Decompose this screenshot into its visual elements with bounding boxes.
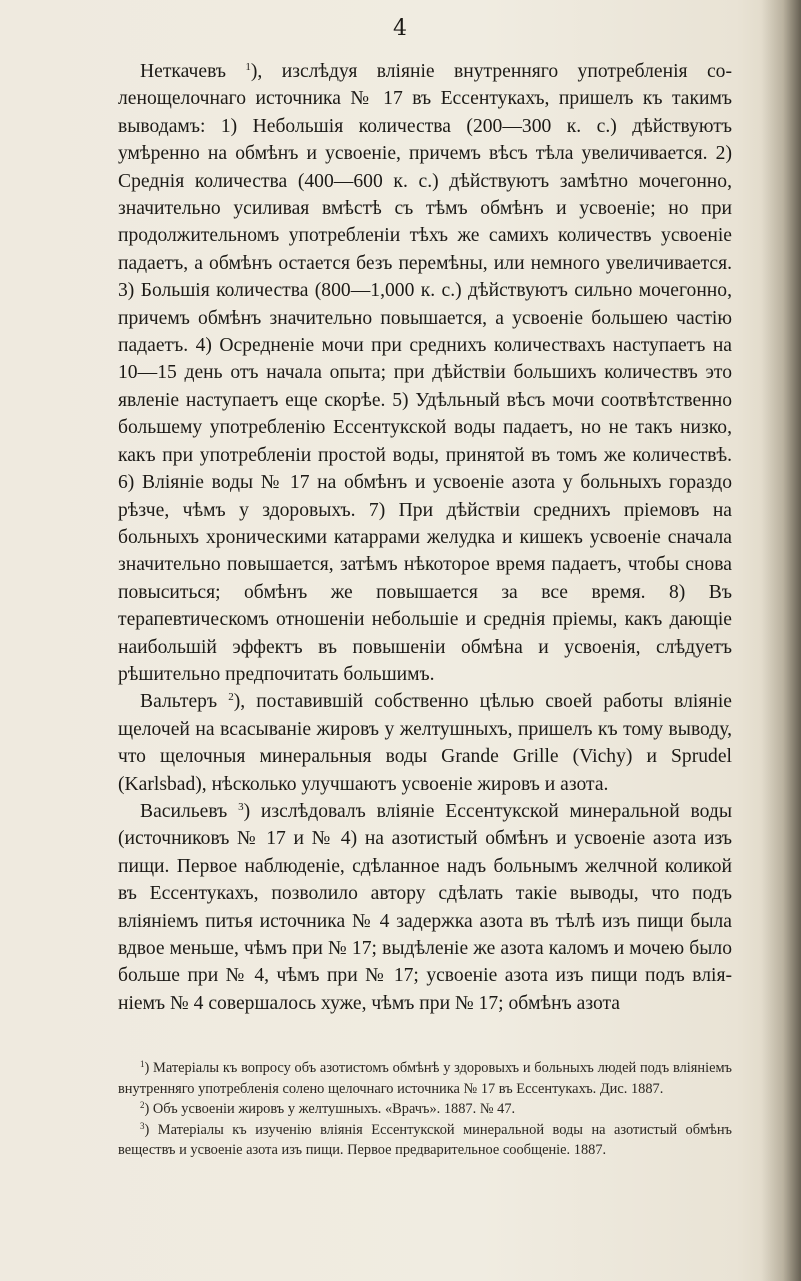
footnote-ref-2: 2 xyxy=(228,691,234,704)
book-binding-shadow xyxy=(761,0,801,1281)
footnote-ref-3: 3 xyxy=(238,800,244,813)
paragraph-walter: Вальтеръ $^2$), поставившій собственно цѣлью своей работы вліяніе щелочей на всасываніе жировъ у желтушныхъ, пришелъ къ тому выводу, что щелочныя минеральныя воды Grande Grille (Vichy) и Sprudel (Karlsbad), нѣсколько улучшаютъ усвоеніе жировъ и азота. xyxy=(118,691,732,795)
footnote-mark-2: 2 xyxy=(140,1100,145,1111)
paragraph-netkachev: Неткачевъ $^1$), изслѣдуя вліяніе внутренняго употребленія соленощелочнаго источника № 17 въ Ессентукахъ, пришелъ къ такимъ выводамъ: 1) Небольшія количества (200—300 к. с.) дѣйствуютъ умѣренно на обмѣнъ и усвоеніе, причемъ вѣсъ тѣла увеличивается. 2) Среднія количества (400—600 к. с.) дѣйствуютъ замѣтно мочегонно, значительно усиливая вмѣстѣ съ тѣмъ обмѣнъ и усвоеніе; но при продолжительномъ употребленіи тѣхъ же самихъ количествъ усвоеніе падаетъ, а обмѣнъ остается безъ перемѣны, или немного увеличивается. 3) Большія количества (800—1,000 к. с.) дѣйствуютъ сильно мочегонно, причемъ обмѣнъ значительно повышается, а усвоеніе большею частію падаетъ. 4) Осредненіе мочи при среднихъ количествахъ наступаетъ на 10—15 день отъ начала опыта; при дѣйствіи большихъ количествъ это явленіе наступаетъ еще скорѣе. 5) Удѣльный вѣсъ мочи соотвѣтственно большему употребленію Ессентукской воды падаетъ, но не такъ низко, какъ при употребленіи простой воды, принятой въ томъ же количествѣ. 6) Вліяніе воды № 17 на обмѣнъ и усвоеніе азота у больныхъ гораздо рѣзче, чѣмъ у здоровыхъ. 7) При дѣйствіи среднихъ пріемовъ на больныхъ хроническими катаррами желудка и кишекъ усвоеніе сначала значительно повышается, затѣмъ нѣкоторое время падаетъ, чтобы снова повыситься; обмѣнъ же повышается за все время. 8) Въ терапевтическомъ отношеніи небольшіе и среднія пріемы, какъ дающіе наибольшій эффектъ въ повышеніи обмѣна и усвоенія, слѣдуетъ рѣшительно предпочитать большимъ. xyxy=(118,61,732,685)
main-text xyxy=(118,58,732,1017)
footnote-2: $^2$) Объ усвоеніи жировъ у желтушныхъ. «Врачъ». 1887. № 47. xyxy=(140,1100,516,1118)
footnote-mark-1: 1 xyxy=(140,1059,145,1069)
footnotes xyxy=(118,1058,732,1161)
footnote-mark-3: 3 xyxy=(140,1120,145,1131)
paragraph-vasiliev: Васильевъ $^3$) изслѣдовалъ вліяніе Ессентукской минеральной воды (источниковъ № 17 и № 4) на азотистый обмѣнъ и усвоеніе азота изъ пищи. Первое наблюденіе, сдѣланное надъ больнымъ желчной коликой въ Ессентукахъ, позволило автору сдѣлать такіе выводы, что подъ вліяніемъ питья источника № 4 задержка азота въ тѣлѣ изъ пищи была вдвое меньше, чѣмъ при № 17; выдѣленіе же азота каломъ и мочею было больше при № 4, чѣмъ при № 17; усвоеніе азота изъ пищи подъ вліяніемъ № 4 совершалось хуже, чѣмъ при № 17; обмѣнъ азота xyxy=(118,800,732,1014)
footnote-3: $^3$) Матеріалы къ изученію вліянія Ессентукской минеральной воды на азотистый обмѣнъ веществъ и усвоеніе азота изъ пищи. Первое предварительное сообщеніе. 1887. xyxy=(118,1120,732,1159)
footnote-1: $^1$) Матеріалы къ вопросу объ азотистомъ обмѣнѣ у здоровыхъ и больныхъ людей подъ вліяніемъ внутренняго употребленія солено щелочнаго источника № 17 въ Ессентукахъ. Дис. 1887. xyxy=(118,1059,732,1097)
footnote-ref-1: 1 xyxy=(245,61,251,73)
page-number: 4 xyxy=(393,16,408,41)
